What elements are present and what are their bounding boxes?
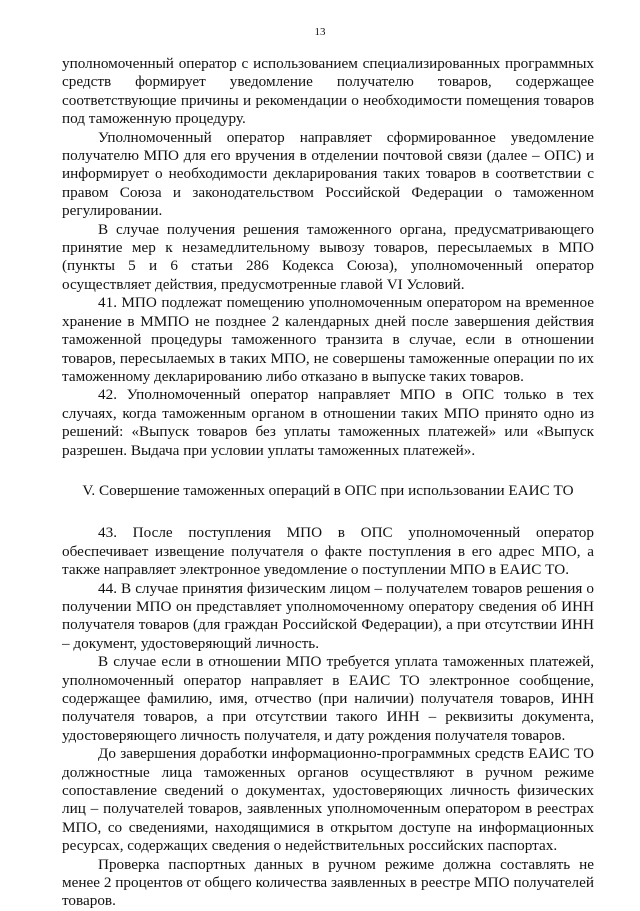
paragraph: До завершения доработки информационно-программных средств ЕАИС ТО должностные лица таможенных органов осуществляют в ручном режиме сопоставление сведений о документах, удостоверяющих личность физических лиц – получателей товаров, заявленных уполномоченным оператором в реестрах МПО, со сведениями, находящимися в открытом доступе на информационных ресурсах, содержащих сведения о недействительных российских паспортах. <box>62 745 594 855</box>
paragraph-item-44: 44. В случае принятия физическим лицом – получателем товаров решения о получении МПО он представляет уполномоченному оператору сведения об ИНН получателя товаров (для граждан Российской Федерации), а при отсутствии ИНН – документ, удостоверяющий личность. <box>62 579 594 652</box>
page-number: 13 <box>314 26 326 38</box>
document-body <box>62 55 594 911</box>
paragraph-item-41: 41. МПО подлежат помещению уполномоченным оператором на временное хранение в ММПО не позднее 2 календарных дней после завершения действия таможенной процедуры таможенного транзита в случае, если в отношении товаров, пересылаемых в таких МПО, не совершены таможенные операции по их таможенному декларированию либо отказано в выпуске таких товаров. <box>62 294 594 385</box>
paragraph: уполномоченный оператор с использованием специализированных программных средств формирует уведомление получателю товаров, содержащее соответствующие причины и рекомендации о необходимости помещения товаров под таможенную процедуру. <box>62 55 594 128</box>
paragraph: В случае получения решения таможенного органа, предусматривающего принятие мер к незамедлительному вывозу товаров, пересылаемых в МПО (пункты 5 и 6 статьи 286 Кодекса Союза), уполномоченный оператор осуществляет действия, предусмотренные главой VI Условий. <box>62 220 594 293</box>
paragraph: Уполномоченный оператор направляет сформированное уведомление получателю МПО для его вручения в отделении почтовой связи (далее – ОПС) и информирует о необходимости декларирования таких товаров в соответствии с правом Союза и законодательством Российской Федерации о таможенном регулировании. <box>62 128 594 220</box>
section-heading: V. Совершение таможенных операций в ОПС при использовании ЕАИС ТО <box>82 481 574 499</box>
paragraph-item-43: 43. После поступления МПО в ОПС уполномоченный оператор обеспечивает извещение получателя о факте поступления в его адрес МПО, а также направляет электронное уведомление о поступлении МПО в ЕАИС ТО. <box>62 524 594 579</box>
paragraph-item-42: 42. Уполномоченный оператор направляет МПО в ОПС только в тех случаях, когда таможенным органом в отношении таких МПО принято одно из решений: «Выпуск товаров без уплаты таможенных платежей» или «Выпуск разрешен. Выдача при условии уплаты таможенных платежей». <box>62 386 594 459</box>
paragraph: Проверка паспортных данных в ручном режиме должна составлять не менее 2 процентов от общего количества заявленных в реестре МПО получателей товаров. <box>62 855 594 910</box>
paragraph: В случае если в отношении МПО требуется уплата таможенных платежей, уполномоченный оператор направляет в ЕАИС ТО электронное сообщение, содержащее фамилию, имя, отчество (при наличии) получателя товаров, ИНН получателя товаров, а при отсутствии такого ИНН – реквизиты документа, удостоверяющего личность получателя, и дату рождения получателя товаров. <box>62 653 594 744</box>
